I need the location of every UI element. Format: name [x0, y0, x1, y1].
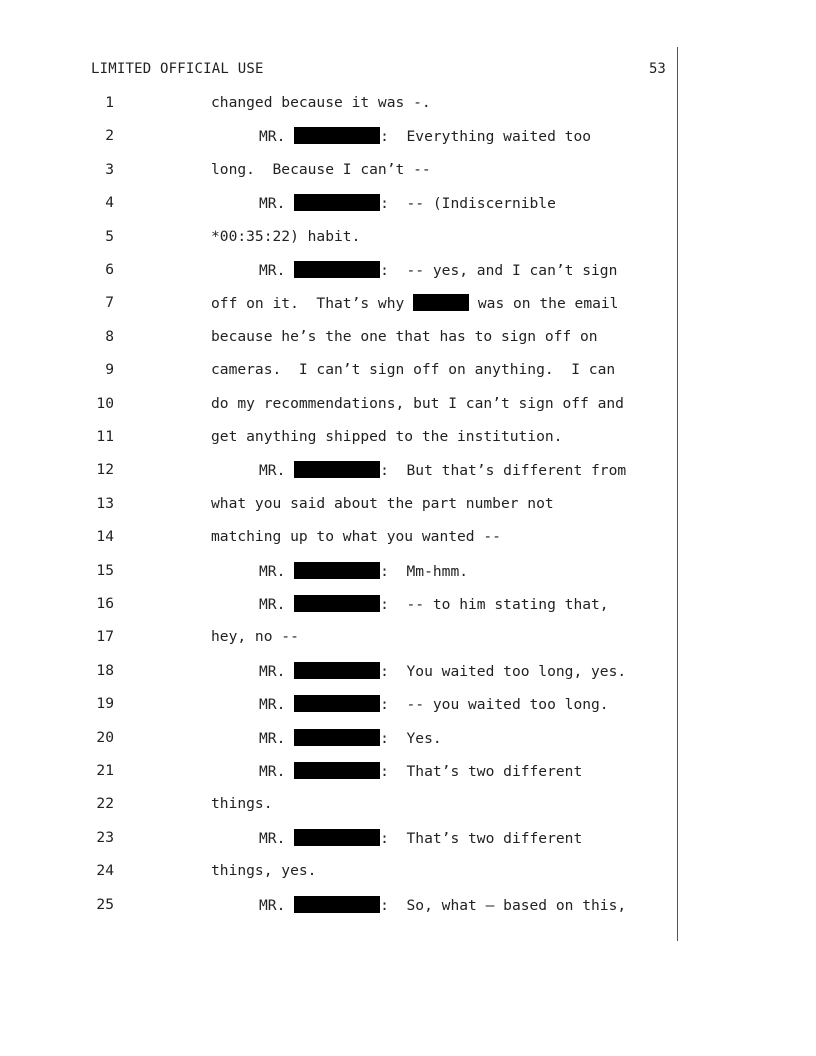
line-text: [211, 161, 431, 178]
line-text: [259, 896, 626, 914]
text-segment: off on it. That’s why: [211, 295, 414, 313]
text-segment: : So, what – based on this,: [380, 896, 627, 914]
transcript-line: [0, 762, 700, 784]
transcript-line: [0, 495, 700, 517]
transcript-line: [0, 395, 700, 417]
redaction-box: [294, 127, 380, 144]
text-segment: : Mm-hmm.: [380, 562, 469, 580]
text-segment: : -- yes, and I can’t sign: [380, 262, 618, 279]
line-number: 23: [96, 828, 114, 846]
line-text: [211, 862, 316, 879]
line-text: [259, 127, 591, 145]
text-segment: MR.: [259, 128, 295, 146]
text-segment: MR.: [259, 462, 295, 480]
line-text: [259, 194, 556, 212]
line-text: [211, 328, 598, 345]
transcript-line: [0, 896, 700, 918]
line-number: 14: [96, 528, 114, 546]
text-segment: : You waited too long, yes.: [380, 662, 627, 680]
transcript-line: [0, 328, 700, 350]
redaction-box: [294, 562, 380, 579]
transcript-line: [0, 94, 700, 116]
text-segment: MR.: [259, 696, 295, 714]
line-number: 1: [105, 94, 114, 111]
text-segment: long. Because I can’t --: [211, 160, 431, 178]
text-segment: MR.: [259, 262, 295, 279]
text-segment: : Everything waited too: [380, 128, 592, 146]
text-segment: what you said about the part number not: [211, 494, 554, 512]
text-segment: MR.: [259, 763, 295, 780]
text-segment: MR.: [259, 729, 295, 747]
transcript-line: [0, 361, 700, 383]
line-text: [259, 662, 626, 680]
transcript-line: [0, 461, 700, 483]
line-text: [259, 595, 609, 613]
line-number: 21: [96, 762, 114, 779]
redaction-box: [294, 896, 380, 913]
text-segment: MR.: [259, 896, 295, 914]
line-number: 18: [96, 661, 114, 679]
line-text: [211, 528, 501, 545]
text-segment: : -- to him stating that,: [380, 596, 609, 613]
transcript-line: [0, 628, 700, 650]
line-number: 15: [96, 561, 114, 579]
transcript-line: [0, 261, 700, 283]
line-number: 16: [96, 595, 114, 612]
line-number: 4: [105, 194, 114, 212]
text-segment: : -- you waited too long.: [380, 696, 609, 714]
text-segment: MR.: [259, 829, 295, 847]
line-number: 13: [96, 494, 114, 512]
transcript-line: [0, 294, 700, 316]
redaction-box: [294, 595, 380, 612]
transcript-line: [0, 862, 700, 884]
transcript-line: [0, 428, 700, 450]
text-segment: hey, no --: [211, 628, 299, 646]
line-text: [211, 294, 618, 312]
line-number: 17: [96, 628, 114, 646]
text-segment: things, yes.: [211, 862, 317, 880]
line-number: 2: [105, 127, 114, 145]
line-text: [211, 361, 615, 378]
line-text: [259, 762, 582, 780]
redaction-box: [294, 261, 380, 278]
redaction-box: [294, 662, 380, 679]
transcript-line: [0, 695, 700, 717]
text-segment: was on the email: [469, 295, 619, 313]
line-text: [211, 628, 299, 645]
line-text: [211, 428, 562, 445]
classification-header: LIMITED OFFICIAL USE: [91, 61, 264, 77]
redaction-box: [294, 695, 380, 712]
redaction-box: [294, 194, 380, 211]
line-text: [211, 795, 273, 812]
line-text: [259, 829, 582, 847]
transcript-line: [0, 729, 700, 751]
text-segment: cameras. I can’t sign off on anything. I can: [211, 361, 616, 379]
text-segment: : But that’s different from: [380, 462, 627, 480]
text-segment: MR.: [259, 195, 295, 213]
line-text: [259, 695, 609, 713]
transcript-line: [0, 528, 700, 550]
text-segment: changed because it was -.: [211, 94, 431, 111]
text-segment: MR.: [259, 596, 295, 613]
redaction-box: [294, 729, 380, 746]
transcript-line: [0, 595, 700, 617]
line-number: 19: [96, 695, 114, 713]
text-segment: matching up to what you wanted --: [211, 528, 501, 546]
text-segment: : That’s two different: [380, 763, 583, 780]
line-number: 24: [96, 862, 114, 880]
text-segment: do my recommendations, but I can’t sign off and: [211, 394, 624, 412]
line-text: [259, 261, 617, 279]
transcript-line: [0, 562, 700, 584]
line-text: [259, 562, 468, 580]
text-segment: : That’s two different: [380, 829, 583, 847]
line-number: 11: [96, 428, 114, 445]
line-number: 8: [105, 327, 114, 345]
transcript-line: [0, 829, 700, 851]
transcript-line: [0, 228, 700, 250]
line-number: 20: [96, 728, 114, 746]
text-segment: MR.: [259, 562, 295, 580]
transcript-line: [0, 194, 700, 216]
line-text: [259, 461, 626, 479]
line-number: 25: [96, 895, 114, 913]
line-number: 3: [105, 160, 114, 178]
line-text: [211, 94, 431, 111]
line-number: 10: [96, 394, 114, 412]
text-segment: : Yes.: [380, 729, 442, 747]
transcript-line: [0, 161, 700, 183]
text-segment: things.: [211, 795, 273, 813]
line-number: 12: [96, 461, 114, 479]
redaction-box: [413, 294, 469, 311]
text-segment: MR.: [259, 662, 295, 680]
line-number: 7: [105, 294, 114, 312]
transcript-line: [0, 127, 700, 149]
line-number: 9: [105, 361, 114, 379]
page-number: 53: [649, 61, 666, 77]
line-number: 5: [105, 227, 114, 245]
transcript-line: [0, 795, 700, 817]
text-segment: : -- (Indiscernible: [380, 195, 556, 213]
redaction-box: [294, 829, 380, 846]
line-text: [211, 495, 554, 512]
text-segment: get anything shipped to the institution.: [211, 428, 563, 445]
text-segment: *00:35:22) habit.: [211, 227, 361, 245]
redaction-box: [294, 461, 380, 478]
transcript-line: [0, 662, 700, 684]
redaction-box: [294, 762, 380, 779]
line-text: [211, 228, 360, 245]
line-number: 6: [105, 261, 114, 278]
line-text: [259, 729, 442, 747]
text-segment: because he’s the one that has to sign off on: [211, 327, 598, 345]
line-text: [211, 395, 624, 412]
line-number: 22: [96, 795, 114, 813]
